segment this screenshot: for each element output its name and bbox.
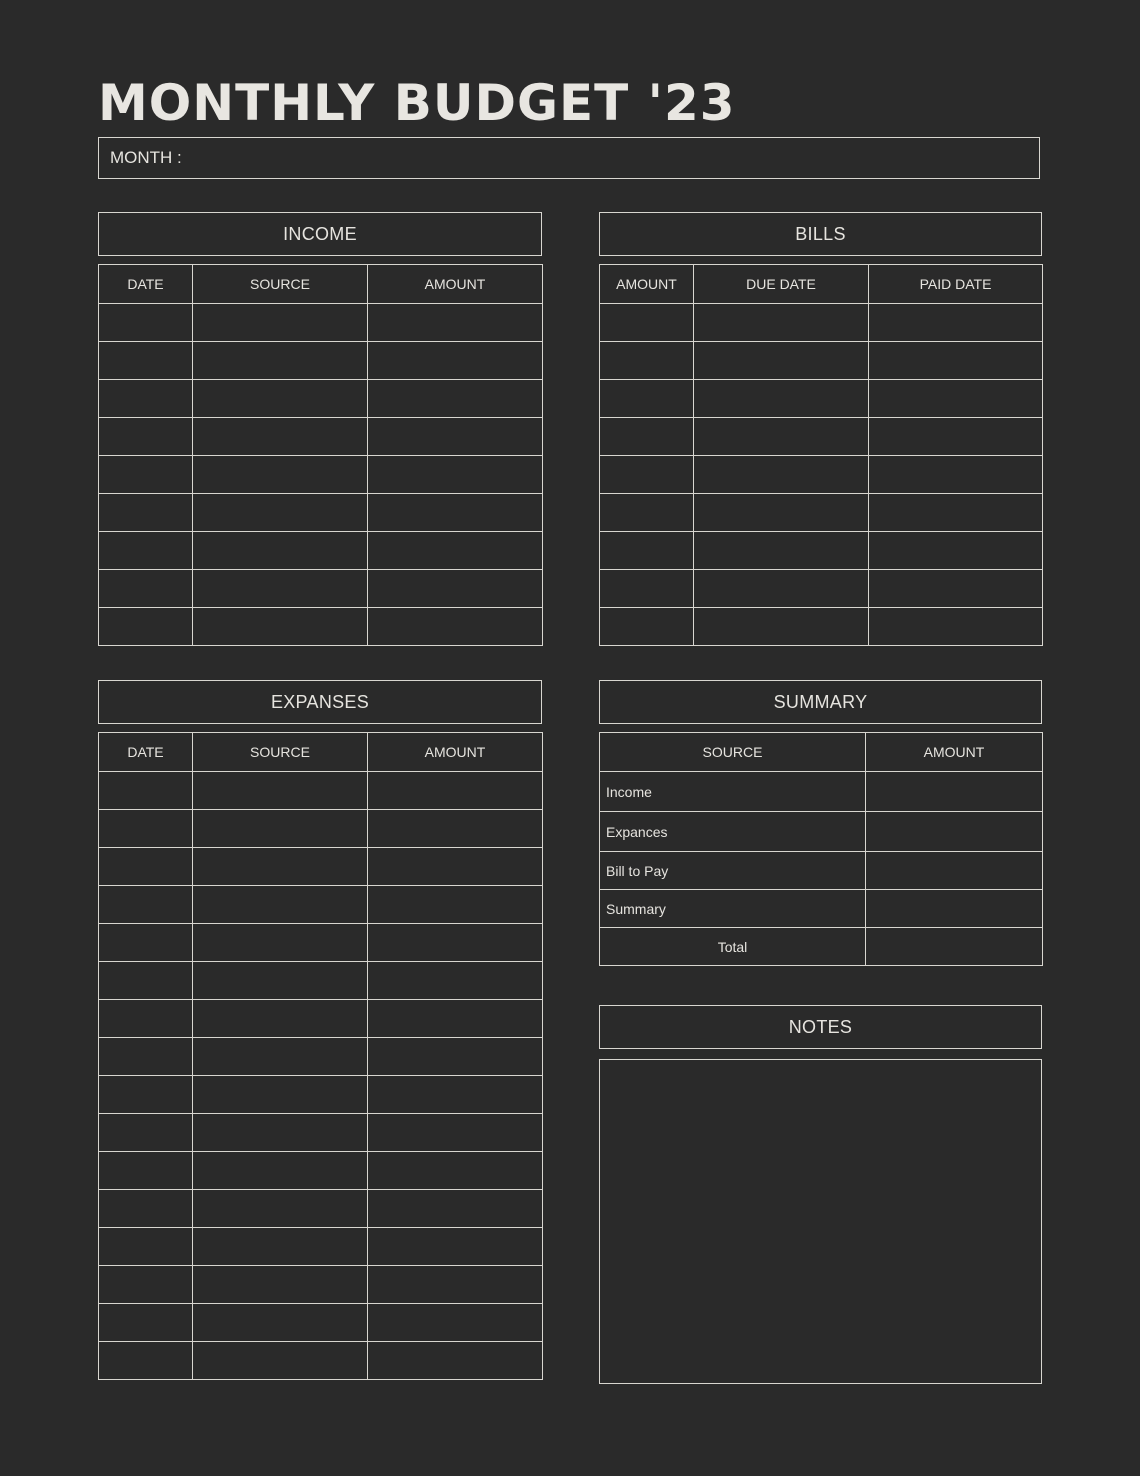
table-cell[interactable] (193, 342, 368, 380)
table-cell[interactable] (694, 380, 869, 418)
expenses-row (99, 1038, 543, 1076)
income-row (99, 418, 543, 456)
table-cell[interactable] (193, 1114, 368, 1152)
table-cell[interactable] (193, 494, 368, 532)
table-cell[interactable] (368, 456, 543, 494)
income-table (98, 264, 543, 646)
table-cell[interactable] (193, 886, 368, 924)
expenses-row (99, 772, 543, 810)
table-cell[interactable] (99, 924, 193, 962)
summary-col-source: SOURCE (600, 733, 866, 772)
table-cell[interactable] (368, 1152, 543, 1190)
table-cell[interactable] (600, 608, 694, 646)
income-row (99, 380, 543, 418)
summary-amount-cell[interactable] (866, 852, 1043, 890)
table-cell[interactable] (869, 608, 1043, 646)
table-cell[interactable] (368, 1114, 543, 1152)
table-cell[interactable] (694, 456, 869, 494)
table-cell[interactable] (368, 1304, 543, 1342)
summary-row-total (600, 928, 1043, 966)
table-cell[interactable] (368, 1038, 543, 1076)
notes-header (599, 1005, 1042, 1049)
summary-amount-cell[interactable] (866, 772, 1043, 812)
summary-row-summary (600, 890, 1043, 928)
table-cell[interactable] (193, 1000, 368, 1038)
expenses-row (99, 1114, 543, 1152)
table-cell[interactable] (694, 304, 869, 342)
bills-header-label: BILLS (795, 223, 846, 244)
table-cell[interactable] (99, 1266, 193, 1304)
table-cell[interactable] (869, 380, 1043, 418)
expenses-header-label: EXPANSES (270, 691, 370, 712)
table-cell[interactable] (99, 848, 193, 886)
notes-area[interactable] (599, 1059, 1042, 1384)
table-cell[interactable] (368, 532, 543, 570)
table-cell[interactable] (193, 810, 368, 848)
income-row (99, 342, 543, 380)
table-cell[interactable] (99, 810, 193, 848)
income-row (99, 494, 543, 532)
table-cell[interactable] (193, 1228, 368, 1266)
bills-row (600, 494, 1043, 532)
bills-row (600, 418, 1043, 456)
table-cell[interactable] (368, 886, 543, 924)
table-cell[interactable] (99, 962, 193, 1000)
bills-table (599, 264, 1043, 646)
table-cell[interactable] (99, 886, 193, 924)
expenses-col-source: SOURCE (193, 733, 368, 772)
expenses-header (98, 680, 542, 724)
table-cell[interactable] (99, 304, 193, 342)
summary-source-income: Income (600, 772, 866, 812)
table-cell[interactable] (368, 570, 543, 608)
table-cell[interactable] (694, 418, 869, 456)
table-cell[interactable] (99, 1076, 193, 1114)
table-cell[interactable] (368, 924, 543, 962)
income-col-source: SOURCE (193, 265, 368, 304)
table-cell[interactable] (99, 380, 193, 418)
table-cell[interactable] (99, 1190, 193, 1228)
table-cell[interactable] (99, 494, 193, 532)
summary-total-amount[interactable] (866, 928, 1043, 966)
bills-col-due-date: DUE DATE (694, 265, 869, 304)
expenses-row (99, 1228, 543, 1266)
table-cell[interactable] (694, 608, 869, 646)
expenses-row (99, 1342, 543, 1380)
table-cell[interactable] (600, 532, 694, 570)
expenses-row (99, 810, 543, 848)
bills-row (600, 608, 1043, 646)
table-cell[interactable] (193, 608, 368, 646)
income-row (99, 456, 543, 494)
expenses-row (99, 962, 543, 1000)
table-cell[interactable] (99, 570, 193, 608)
table-cell[interactable] (99, 456, 193, 494)
table-cell[interactable] (368, 962, 543, 1000)
summary-row-bill-to-pay (600, 852, 1043, 890)
table-cell[interactable] (193, 304, 368, 342)
expenses-row (99, 886, 543, 924)
table-cell[interactable] (99, 1114, 193, 1152)
summary-col-amount: AMOUNT (866, 733, 1043, 772)
table-cell[interactable] (99, 1000, 193, 1038)
month-label: MONTH : (110, 148, 182, 167)
table-cell[interactable] (193, 1266, 368, 1304)
bills-row (600, 570, 1043, 608)
notes-header-label: NOTES (788, 1016, 853, 1037)
table-cell[interactable] (193, 962, 368, 1000)
expenses-row (99, 1190, 543, 1228)
table-cell[interactable] (869, 418, 1043, 456)
table-cell[interactable] (368, 1228, 543, 1266)
income-header-label: INCOME (283, 223, 357, 244)
table-cell[interactable] (600, 456, 694, 494)
bills-row (600, 342, 1043, 380)
table-cell[interactable] (869, 342, 1043, 380)
table-cell[interactable] (368, 494, 543, 532)
table-cell[interactable] (193, 570, 368, 608)
table-cell[interactable] (368, 342, 543, 380)
expenses-row (99, 924, 543, 962)
expenses-table (98, 732, 543, 1380)
summary-row-expances (600, 812, 1043, 852)
bills-row (600, 456, 1043, 494)
table-cell[interactable] (99, 1152, 193, 1190)
table-cell[interactable] (99, 1038, 193, 1076)
income-header (98, 212, 542, 256)
summary-total-label: Total (600, 928, 866, 966)
bills-row (600, 532, 1043, 570)
table-cell[interactable] (193, 1152, 368, 1190)
expenses-col-amount: AMOUNT (368, 733, 543, 772)
bills-col-amount: AMOUNT (600, 265, 694, 304)
summary-source-bill-to-pay: Bill to Pay (600, 852, 866, 890)
summary-header-label: SUMMARY (773, 691, 868, 712)
expenses-row (99, 1266, 543, 1304)
table-cell[interactable] (193, 1076, 368, 1114)
expenses-row (99, 1152, 543, 1190)
income-row (99, 532, 543, 570)
expenses-row (99, 1076, 543, 1114)
table-cell[interactable] (99, 342, 193, 380)
summary-table (599, 732, 1043, 966)
expenses-row (99, 1304, 543, 1342)
table-cell[interactable] (694, 532, 869, 570)
bills-row (600, 380, 1043, 418)
table-cell[interactable] (694, 570, 869, 608)
table-cell[interactable] (869, 456, 1043, 494)
table-cell[interactable] (600, 570, 694, 608)
table-cell[interactable] (368, 418, 543, 456)
table-cell[interactable] (193, 1304, 368, 1342)
table-cell[interactable] (193, 924, 368, 962)
table-cell[interactable] (368, 608, 543, 646)
table-cell[interactable] (600, 494, 694, 532)
table-cell[interactable] (193, 848, 368, 886)
table-cell[interactable] (869, 494, 1043, 532)
table-cell[interactable] (193, 532, 368, 570)
expenses-col-date: DATE (99, 733, 193, 772)
table-cell[interactable] (368, 1190, 543, 1228)
summary-amount-cell[interactable] (866, 890, 1043, 928)
bills-row (600, 304, 1043, 342)
table-cell[interactable] (869, 570, 1043, 608)
table-cell[interactable] (99, 1342, 193, 1380)
table-cell[interactable] (368, 304, 543, 342)
month-field[interactable] (98, 137, 1040, 179)
table-cell[interactable] (694, 494, 869, 532)
income-col-date: DATE (99, 265, 193, 304)
table-cell[interactable] (600, 418, 694, 456)
table-cell[interactable] (869, 532, 1043, 570)
bills-col-paid-date: PAID DATE (869, 265, 1043, 304)
table-cell[interactable] (869, 304, 1043, 342)
summary-source-expances: Expances (600, 812, 866, 852)
page-title: MONTHLY BUDGET '23 (98, 74, 736, 132)
table-cell[interactable] (99, 608, 193, 646)
summary-source-summary: Summary (600, 890, 866, 928)
table-cell[interactable] (99, 1228, 193, 1266)
table-cell[interactable] (600, 342, 694, 380)
table-cell[interactable] (193, 1342, 368, 1380)
income-row (99, 304, 543, 342)
summary-row-income (600, 772, 1043, 812)
table-cell[interactable] (193, 418, 368, 456)
bills-header (599, 212, 1042, 256)
table-cell[interactable] (368, 772, 543, 810)
table-cell[interactable] (99, 418, 193, 456)
income-row (99, 570, 543, 608)
table-cell[interactable] (368, 810, 543, 848)
expenses-row (99, 1000, 543, 1038)
summary-amount-cell[interactable] (866, 812, 1043, 852)
summary-header (599, 680, 1042, 724)
table-cell[interactable] (193, 456, 368, 494)
table-cell[interactable] (368, 848, 543, 886)
table-cell[interactable] (193, 380, 368, 418)
expenses-row (99, 848, 543, 886)
income-col-amount: AMOUNT (368, 265, 543, 304)
table-cell[interactable] (368, 1266, 543, 1304)
table-cell[interactable] (600, 304, 694, 342)
table-cell[interactable] (193, 1038, 368, 1076)
table-cell[interactable] (694, 342, 869, 380)
table-cell[interactable] (368, 1342, 543, 1380)
table-cell[interactable] (368, 1000, 543, 1038)
table-cell[interactable] (193, 772, 368, 810)
table-cell[interactable] (368, 1076, 543, 1114)
income-row (99, 608, 543, 646)
table-cell[interactable] (193, 1190, 368, 1228)
table-cell[interactable] (99, 1304, 193, 1342)
table-cell[interactable] (99, 772, 193, 810)
table-cell[interactable] (368, 380, 543, 418)
table-cell[interactable] (600, 380, 694, 418)
table-cell[interactable] (99, 532, 193, 570)
